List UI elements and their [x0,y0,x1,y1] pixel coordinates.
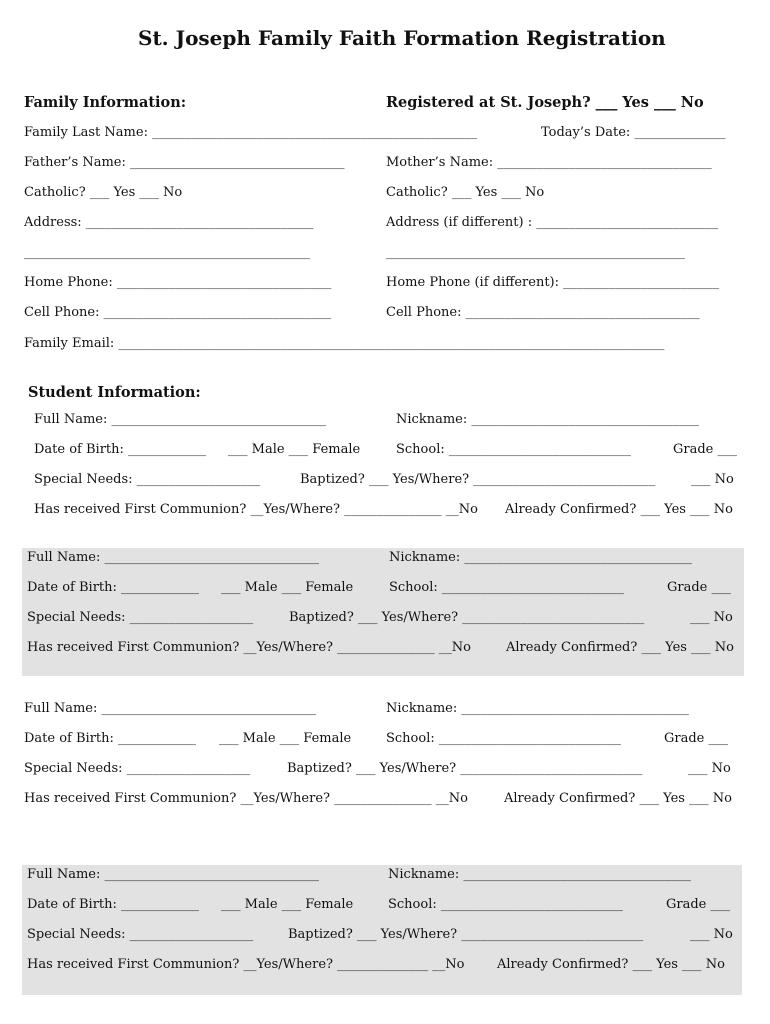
student-nickname-field[interactable]: Nickname: ___________________________________ [388,867,691,882]
address-field[interactable]: Address: ___________________________________ [24,215,314,230]
student-nickname-field[interactable]: Nickname: ___________________________________ [389,550,692,565]
student-full-name-field[interactable]: Full Name: _________________________________ [27,867,319,882]
student-baptized-field[interactable]: Baptized? ___ Yes/Where? ____________________________ [288,927,644,942]
cell-phone-second-field[interactable]: Cell Phone: ____________________________________ [386,305,700,320]
student-full-name-field[interactable]: Full Name: _________________________________ [27,550,319,565]
student-baptized-no-field[interactable]: ___ No [690,927,733,942]
student-school-field[interactable]: School: ____________________________ [396,442,631,457]
registered-field[interactable]: Registered at St. Joseph? ___ Yes ___ No [386,94,704,111]
mothers-name-field[interactable]: Mother’s Name: _________________________________ [386,155,712,170]
student-special-needs-field[interactable]: Special Needs: ___________________ [34,472,261,487]
family-email-field[interactable]: Family Email: ____________________________________________________________________________________ [24,336,665,351]
student-nickname-field[interactable]: Nickname: ___________________________________ [396,412,699,427]
student-gender-field[interactable]: ___ Male ___ Female [228,442,361,457]
student-confirmed-field[interactable]: Already Confirmed? ___ Yes ___ No [505,502,733,517]
student-baptized-field[interactable]: Baptized? ___ Yes/Where? ____________________________ [287,761,643,776]
student-special-needs-field[interactable]: Special Needs: ___________________ [24,761,251,776]
todays-date-field[interactable]: Today’s Date: ______________ [541,125,726,140]
student-grade-field[interactable]: Grade ___ [664,731,728,746]
student-dob-field[interactable]: Date of Birth: ____________ [27,580,200,595]
student-special-needs-field[interactable]: Special Needs: ___________________ [27,610,254,625]
mother-catholic-field[interactable]: Catholic? ___ Yes ___ No [386,185,545,200]
page-title: St. Joseph Family Faith Formation Registration [138,26,666,50]
student-gender-field[interactable]: ___ Male ___ Female [219,731,352,746]
student-confirmed-field[interactable]: Already Confirmed? ___ Yes ___ No [506,640,734,655]
student-communion-field[interactable]: Has received First Communion? __Yes/Where? _______________ __No [24,791,468,806]
father-catholic-field[interactable]: Catholic? ___ Yes ___ No [24,185,183,200]
student-baptized-field[interactable]: Baptized? ___ Yes/Where? ____________________________ [289,610,645,625]
student-communion-field[interactable]: Has received First Communion? __Yes/Where? _______________ __No [27,640,471,655]
address-line2-field[interactable]: ____________________________________________ [24,245,310,260]
student-communion-field[interactable]: Has received First Communion? __Yes/Where? ______________ __No [27,957,465,972]
family-info-heading: Family Information: [24,94,187,111]
student-dob-field[interactable]: Date of Birth: ____________ [34,442,207,457]
student-confirmed-field[interactable]: Already Confirmed? ___ Yes ___ No [497,957,725,972]
student-baptized-no-field[interactable]: ___ No [688,761,731,776]
home-phone-field[interactable]: Home Phone: _________________________________ [24,275,332,290]
student-info-heading: Student Information: [28,384,201,401]
student-special-needs-field[interactable]: Special Needs: ___________________ [27,927,254,942]
student-school-field[interactable]: School: ____________________________ [386,731,621,746]
student-full-name-field[interactable]: Full Name: _________________________________ [34,412,326,427]
student-gender-field[interactable]: ___ Male ___ Female [221,897,354,912]
student-nickname-field[interactable]: Nickname: ___________________________________ [386,701,689,716]
student-confirmed-field[interactable]: Already Confirmed? ___ Yes ___ No [504,791,732,806]
student-gender-field[interactable]: ___ Male ___ Female [221,580,354,595]
student-full-name-field[interactable]: Full Name: _________________________________ [24,701,316,716]
address-if-different-line2-field[interactable]: ______________________________________________ [386,245,685,260]
student-baptized-no-field[interactable]: ___ No [691,472,734,487]
student-dob-field[interactable]: Date of Birth: ____________ [24,731,197,746]
student-dob-field[interactable]: Date of Birth: ____________ [27,897,200,912]
fathers-name-field[interactable]: Father’s Name: _________________________________ [24,155,345,170]
student-school-field[interactable]: School: ____________________________ [388,897,623,912]
student-communion-field[interactable]: Has received First Communion? __Yes/Where? _______________ __No [34,502,478,517]
student-grade-field[interactable]: Grade ___ [667,580,731,595]
student-grade-field[interactable]: Grade ___ [666,897,730,912]
student-baptized-no-field[interactable]: ___ No [690,610,733,625]
cell-phone-field[interactable]: Cell Phone: ___________________________________ [24,305,332,320]
student-grade-field[interactable]: Grade ___ [673,442,737,457]
address-if-different-field[interactable]: Address (if different) : ____________________________ [386,215,719,230]
student-baptized-field[interactable]: Baptized? ___ Yes/Where? ____________________________ [300,472,656,487]
student-school-field[interactable]: School: ____________________________ [389,580,624,595]
family-last-name-field[interactable]: Family Last Name: __________________________________________________ [24,125,478,140]
home-phone-if-different-field[interactable]: Home Phone (if different): ________________________ [386,275,720,290]
